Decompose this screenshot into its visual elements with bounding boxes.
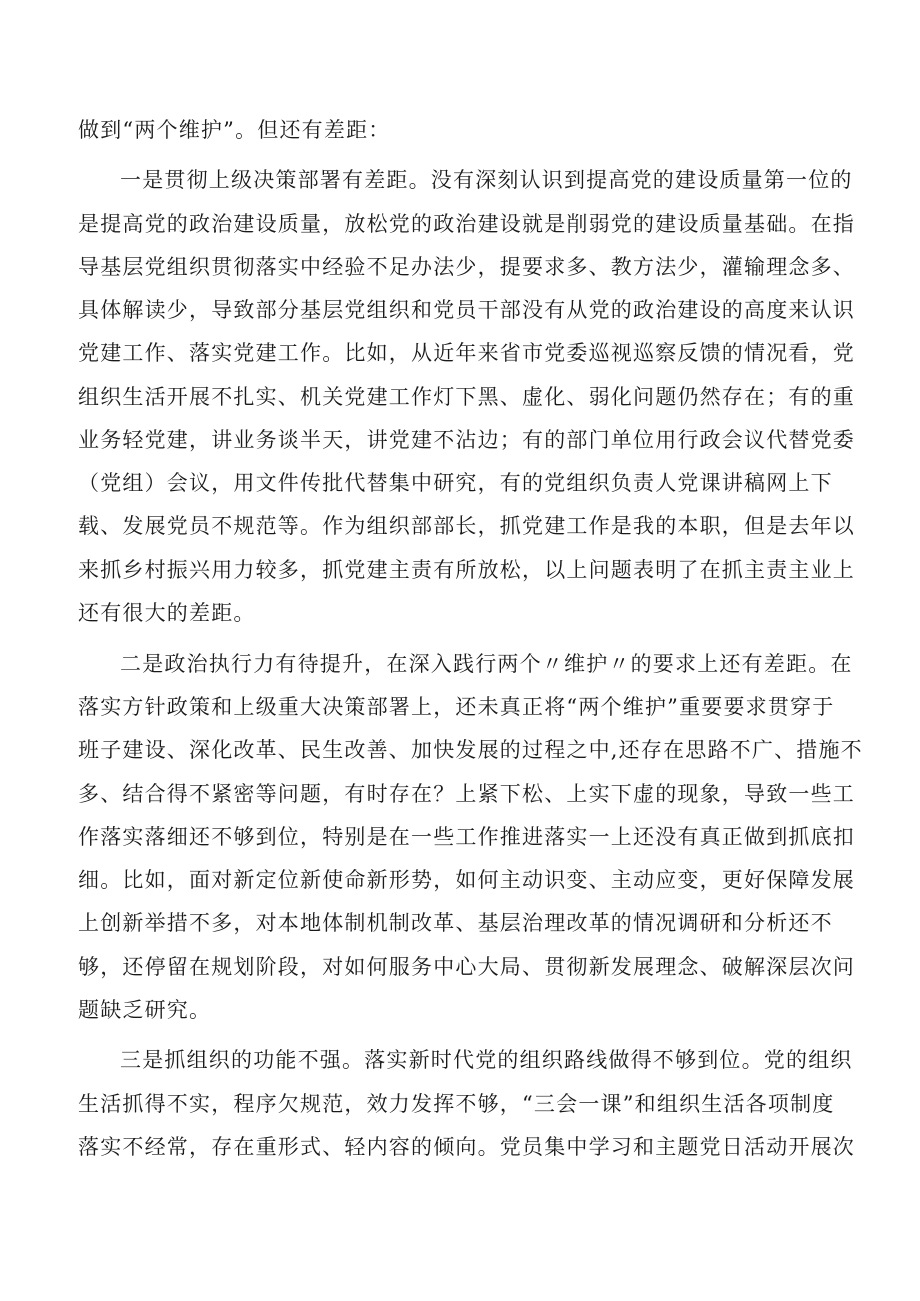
text-line: 题缺乏研究。	[78, 998, 212, 1022]
text-line: 一是贯彻上级决策部署有差距。没有深刻认识到提高党的建设质量第一位的	[120, 168, 853, 192]
text-line: 是提高党的政治建设质量，放松党的政治建设就是削弱党的建设质量基础。在指	[78, 212, 855, 236]
text-line: 落实不经常，存在重形式、轻内容的倾向。党员集中学习和主题党日活动开展次	[78, 1135, 855, 1159]
text-line: 上创新举措不多，对本地体制机制改革、基层治理改革的情况调研和分析还不	[78, 911, 833, 935]
text-line: 班子建设、深化改革、民生改善、加快发展的过程之中,还存在思路不广、措施不	[78, 738, 863, 762]
text-line: 三是抓组织的功能不强。落实新时代党的组织路线做得不够到位。党的组织	[120, 1048, 853, 1072]
text-line: 做到“两个维护”。但还有差距：	[78, 118, 391, 142]
text-line: 党建工作、落实党建工作。比如，从近年来省市党委巡视巡察反馈的情况看，党	[78, 341, 855, 365]
text-line: 载、发展党员不规范等。作为组织部部长，抓党建工作是我的本职，但是去年以	[78, 514, 855, 538]
text-line: 够，还停留在规划阶段，对如何服务中心大局、贯彻新发展理念、破解深层次问	[78, 955, 855, 979]
text-line: 二是政治执行力有待提升，在深入践行两个〃维护〃的要求上还有差距。在	[120, 652, 853, 676]
text-line: 还有很大的差距。	[78, 601, 256, 625]
text-line: 组织生活开展不扎实、机关党建工作灯下黑、虚化、弱化问题仍然存在；有的重	[78, 385, 855, 409]
text-line: 来抓乡村振兴用力较多，抓党建主责有所放松，以上问题表明了在抓主责主业上	[78, 558, 855, 582]
text-line: 落实方针政策和上级重大决策部署上，还未真正将“两个维护”重要要求贯穿于	[78, 695, 835, 719]
text-line: （党组）会议，用文件传批代替集中研究，有的党组织负责人党课讲稿网上下	[78, 471, 833, 495]
text-line: 细。比如，面对新定位新使命新形势，如何主动识变、主动应变，更好保障发展	[78, 868, 855, 892]
text-line: 业务轻党建，讲业务谈半天，讲党建不沾边；有的部门单位用行政会议代替党委	[78, 428, 855, 452]
text-line: 具体解读少，导致部分基层党组织和党员干部没有从党的政治建设的高度来认识	[78, 298, 855, 322]
text-line: 多、结合得不紧密等问题，有时存在？上紧下松、上实下虚的现象，导致一些工	[78, 782, 855, 806]
text-line: 导基层党组织贯彻落实中经验不足办法少，提要求多、教方法少，灌输理念多、	[78, 255, 855, 279]
text-line: 作落实落细还不够到位，特别是在一些工作推进落实一上还没有真正做到抓底扣	[78, 825, 855, 849]
text-line: 生活抓得不实，程序欠规范，效力发挥不够，“三会一课”和组织生活各项制度	[78, 1092, 835, 1116]
